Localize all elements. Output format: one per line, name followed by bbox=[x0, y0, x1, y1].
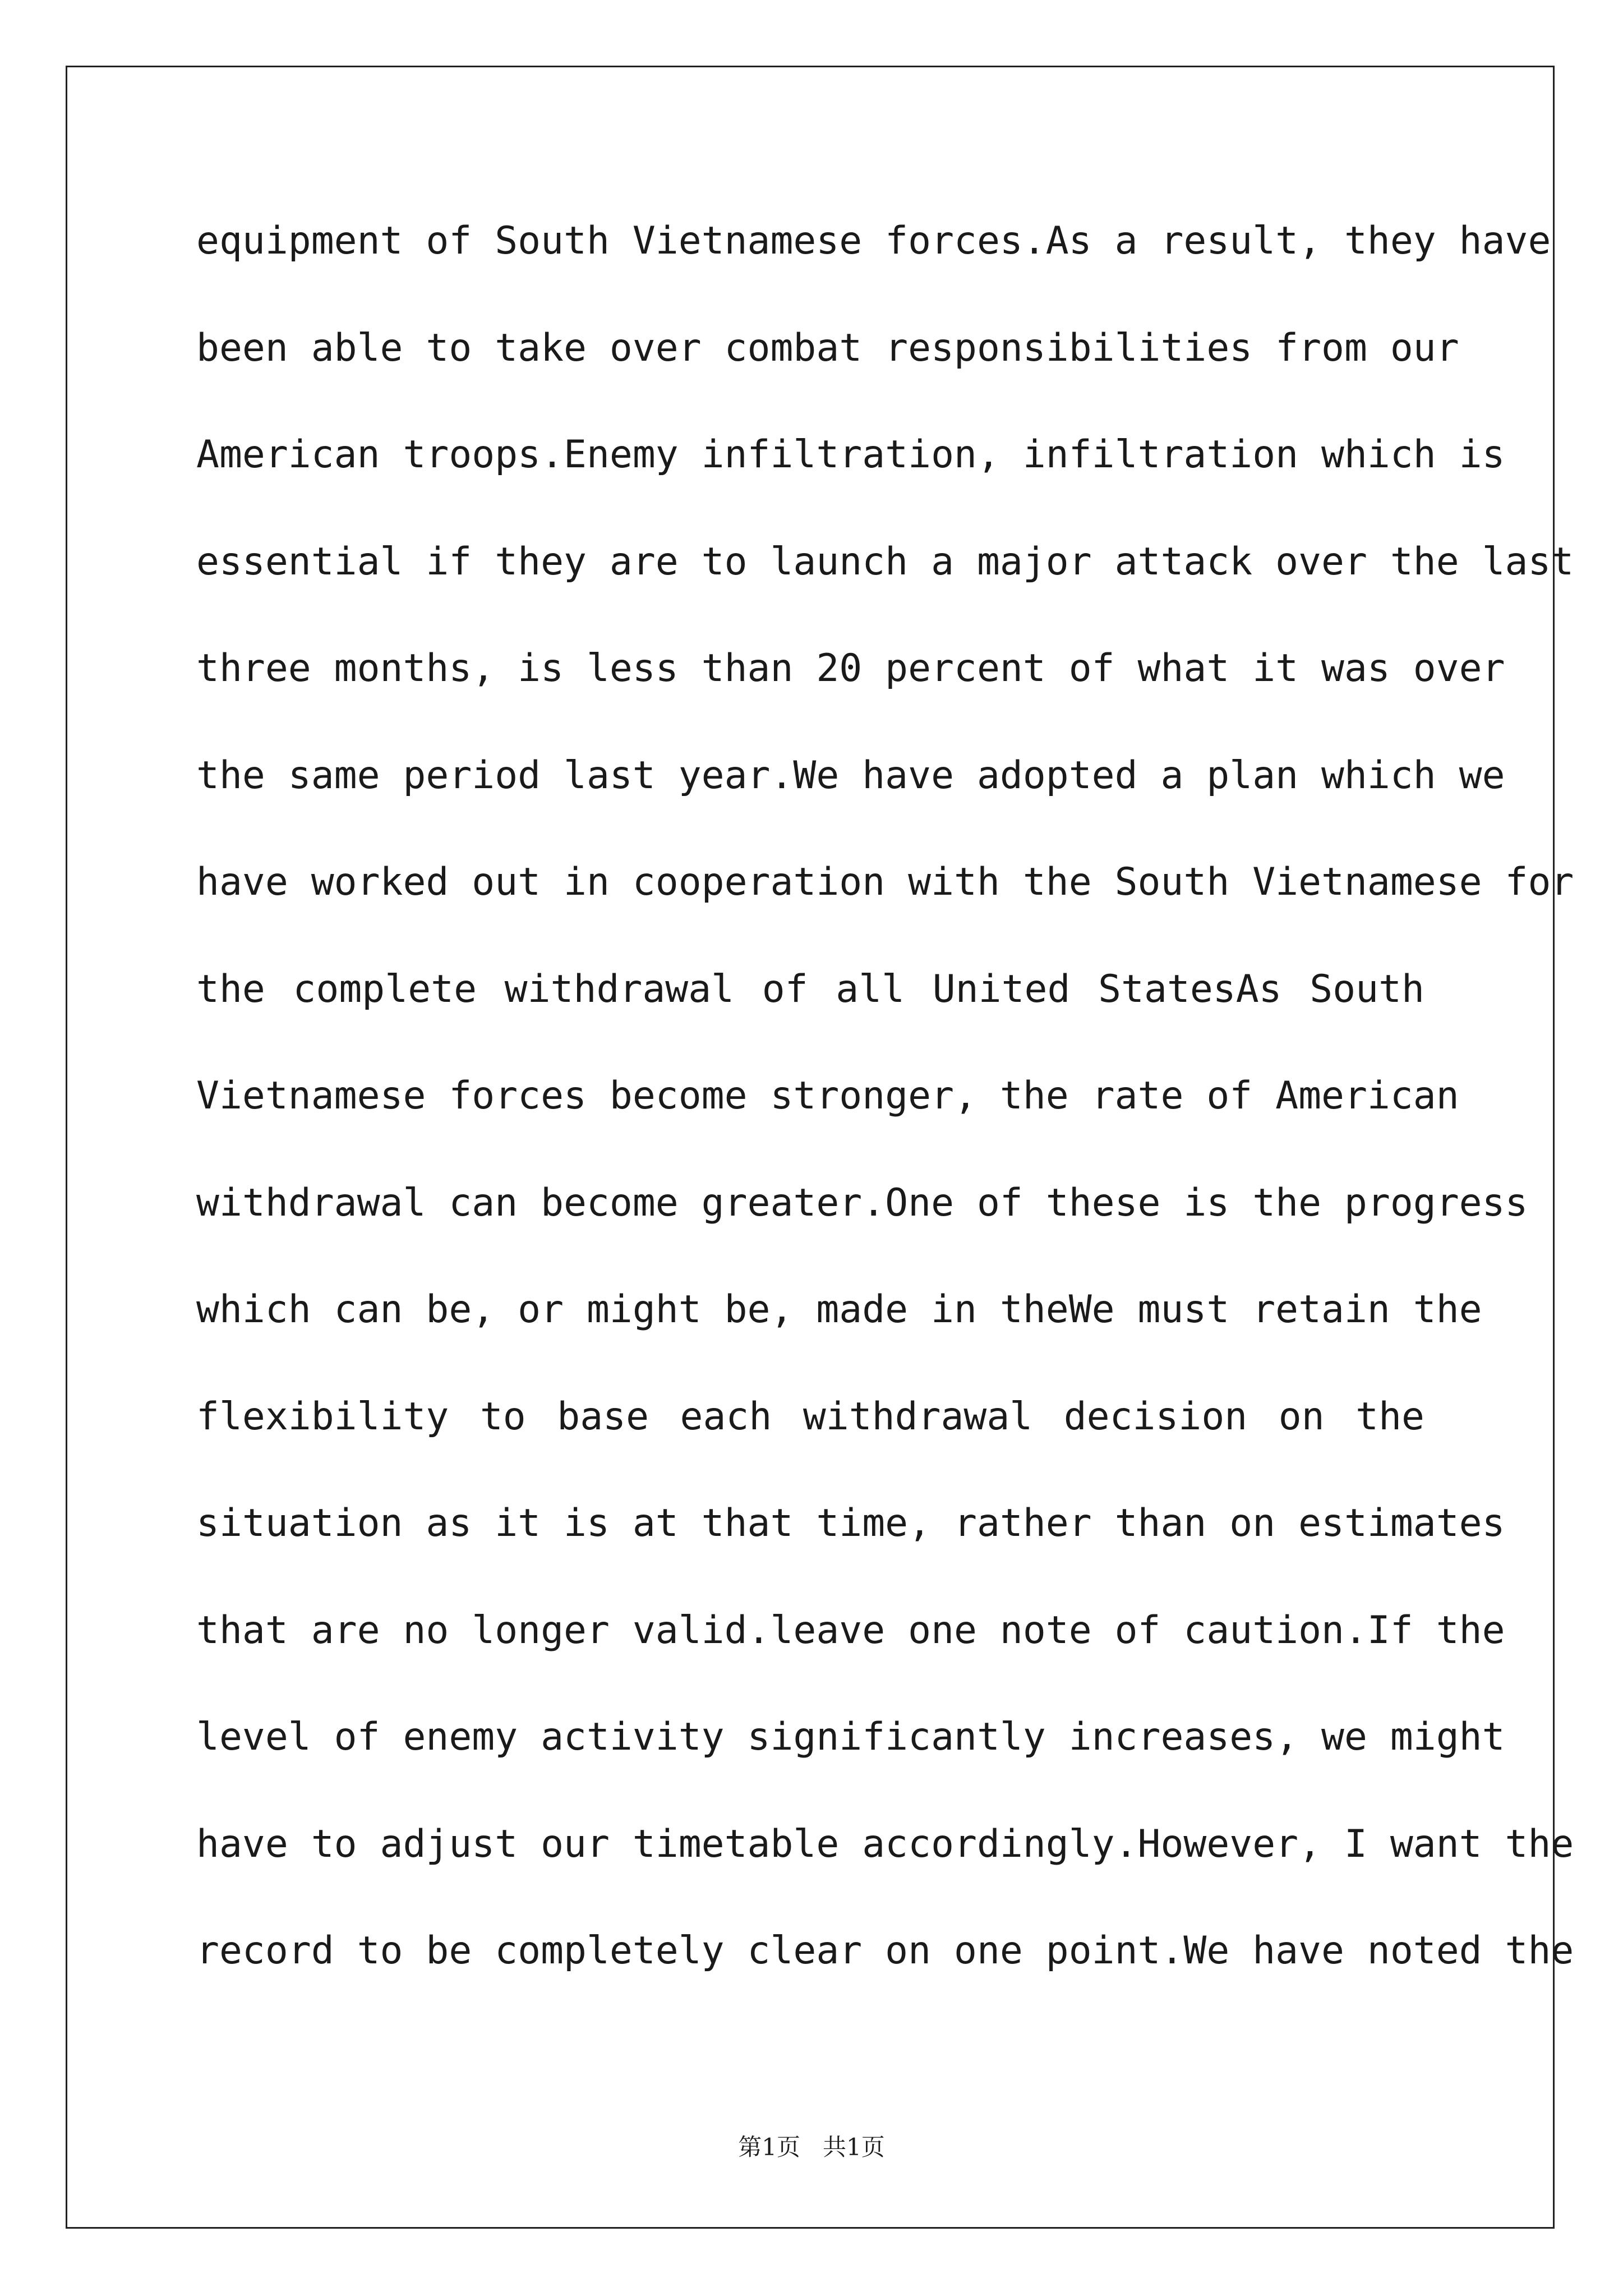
text-line: that are no longer valid.leave one note of caution.If the bbox=[196, 1608, 1505, 1653]
text-line: Vietnamese forces become stronger, the rate of American bbox=[196, 1074, 1459, 1118]
text-line: been able to take over combat responsibilities from our bbox=[196, 325, 1459, 370]
text-line: three months, is less than 20 percent of what it was over bbox=[196, 646, 1505, 691]
body-text bbox=[196, 188, 1574, 2005]
text-line: the same period last year.We have adopted a plan which we bbox=[196, 753, 1505, 798]
text-line: which can be, or might be, made in theWe must retain the bbox=[196, 1287, 1482, 1332]
text-line: the complete withdrawal of all United StatesAs South bbox=[196, 967, 1424, 1011]
page-number-footer: 第1页 共1页 bbox=[738, 2133, 885, 2161]
text-line: have worked out in cooperation with the South Vietnamese for bbox=[196, 860, 1574, 904]
text-line: withdrawal can become greater.One of these is the progress bbox=[196, 1180, 1528, 1225]
text-line: essential if they are to launch a major attack over the last bbox=[196, 539, 1574, 584]
text-line: equipment of South Vietnamese forces.As a result, they have bbox=[196, 219, 1551, 263]
text-line: record to be completely clear on one point.We have noted the bbox=[196, 1929, 1574, 1973]
text-line: situation as it is at that time, rather than on estimates bbox=[196, 1501, 1505, 1545]
text-line: American troops.Enemy infiltration, infiltration which is bbox=[196, 432, 1505, 477]
text-line: flexibility to base each withdrawal decision on the bbox=[196, 1394, 1424, 1439]
text-line: have to adjust our timetable accordingly.However, I want the bbox=[196, 1821, 1574, 1866]
text-line: level of enemy activity significantly increases, we might bbox=[196, 1715, 1505, 1759]
